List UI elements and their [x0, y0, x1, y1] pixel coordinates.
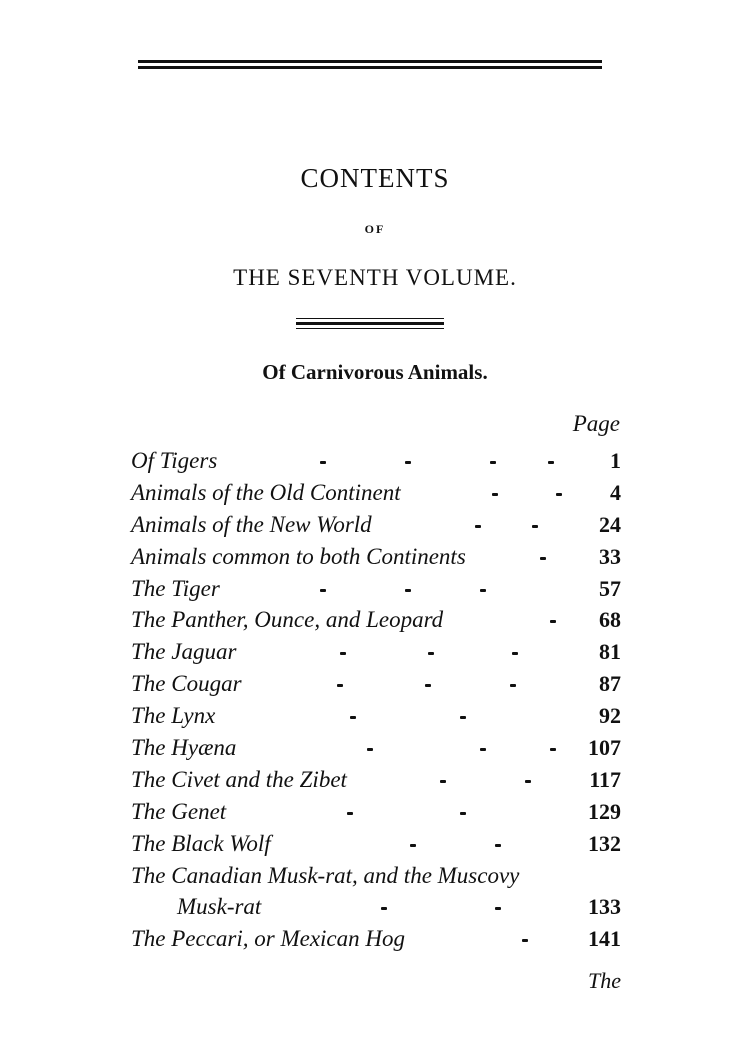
leader-dot	[340, 652, 346, 655]
contents-entry	[0, 543, 750, 575]
section-heading: Of Carnivorous Animals.	[262, 360, 488, 384]
contents-entry	[0, 702, 750, 734]
entry-page: 68	[599, 607, 621, 633]
entry-page: 87	[599, 671, 621, 697]
entry-title: The Lynx	[131, 703, 216, 729]
entry-page: 4	[610, 479, 621, 505]
contents-entry	[0, 925, 750, 957]
contents-entry	[0, 638, 750, 670]
contents-heading: CONTENTS	[300, 163, 450, 193]
contents-list	[0, 447, 750, 957]
leader-dot	[410, 844, 416, 847]
entry-title: The Peccari, or Mexican Hog	[131, 926, 406, 952]
leader-dot	[347, 812, 353, 815]
contents-entry	[0, 734, 750, 766]
leader-dot	[480, 589, 486, 592]
leader-dot	[480, 748, 486, 751]
contents-entry	[0, 893, 750, 925]
leader-dot	[490, 461, 496, 464]
leader-dot	[460, 812, 466, 815]
leader-dot	[381, 907, 387, 910]
contents-entry	[0, 447, 750, 479]
entry-page: 117	[589, 766, 621, 792]
leader-dot	[428, 652, 434, 655]
contents-entry	[0, 862, 750, 894]
entry-page: 24	[599, 511, 621, 537]
entry-page: 57	[599, 575, 621, 601]
entry-title: The Civet and the Zibet	[131, 766, 347, 792]
leader-dot	[492, 493, 498, 496]
entry-page: 92	[599, 703, 621, 729]
volume-heading: THE SEVENTH VOLUME.	[233, 265, 517, 290]
entry-title: The Panther, Ounce, and Leopard	[131, 607, 444, 633]
entry-page: 129	[588, 798, 621, 824]
entry-title: The Genet	[131, 798, 227, 824]
entry-title: Animals common to both Continents	[131, 543, 466, 569]
contents-entry	[0, 575, 750, 607]
ornamental-rule	[296, 318, 444, 330]
entry-title: The Canadian Musk-rat, and the Muscovy	[131, 862, 520, 888]
entry-title: Musk-rat	[177, 894, 262, 920]
catchword: The	[588, 968, 621, 993]
entry-title: Animals of the New World	[131, 511, 372, 537]
entry-page: 133	[588, 894, 621, 920]
contents-entry	[0, 670, 750, 702]
contents-entry	[0, 606, 750, 638]
leader-dot	[367, 748, 373, 751]
entry-title: The Cougar	[131, 671, 242, 697]
leader-dot	[425, 684, 431, 687]
entry-title: Of Tigers	[131, 448, 218, 473]
entry-page: 141	[588, 926, 621, 952]
leader-dot	[440, 780, 446, 783]
contents-entry	[0, 798, 750, 830]
entry-title: The Jaguar	[131, 639, 237, 665]
entry-title: The Tiger	[131, 575, 220, 601]
entry-page: 132	[588, 830, 621, 856]
leader-dot	[337, 684, 343, 687]
entry-title: Animals of the Old Continent	[131, 479, 401, 505]
leader-dot	[495, 907, 501, 910]
leader-dot	[525, 780, 531, 783]
entry-page: 33	[599, 543, 621, 569]
entry-title: The Black Wolf	[131, 830, 271, 856]
leader-dot	[405, 461, 411, 464]
entry-title: The Hyæna	[131, 735, 237, 761]
entry-page: 1	[610, 448, 621, 473]
top-double-rule	[138, 60, 602, 70]
leader-dot	[512, 652, 518, 655]
leader-dot	[320, 589, 326, 592]
contents-entry	[0, 830, 750, 862]
page-column-label: Page	[572, 411, 620, 436]
leader-dot	[350, 716, 356, 719]
of-heading: OF	[364, 222, 386, 236]
contents-entry	[0, 479, 750, 511]
contents-entry	[0, 511, 750, 543]
leader-dot	[475, 525, 481, 528]
leader-dot	[522, 939, 528, 942]
entry-page: 81	[599, 639, 621, 665]
leader-dot	[405, 589, 411, 592]
entry-page: 107	[588, 735, 621, 761]
leader-dot	[495, 844, 501, 847]
leader-dot	[460, 716, 466, 719]
leader-dot	[510, 684, 516, 687]
contents-entry	[0, 766, 750, 798]
leader-dot	[532, 525, 538, 528]
leader-dot	[320, 461, 326, 464]
